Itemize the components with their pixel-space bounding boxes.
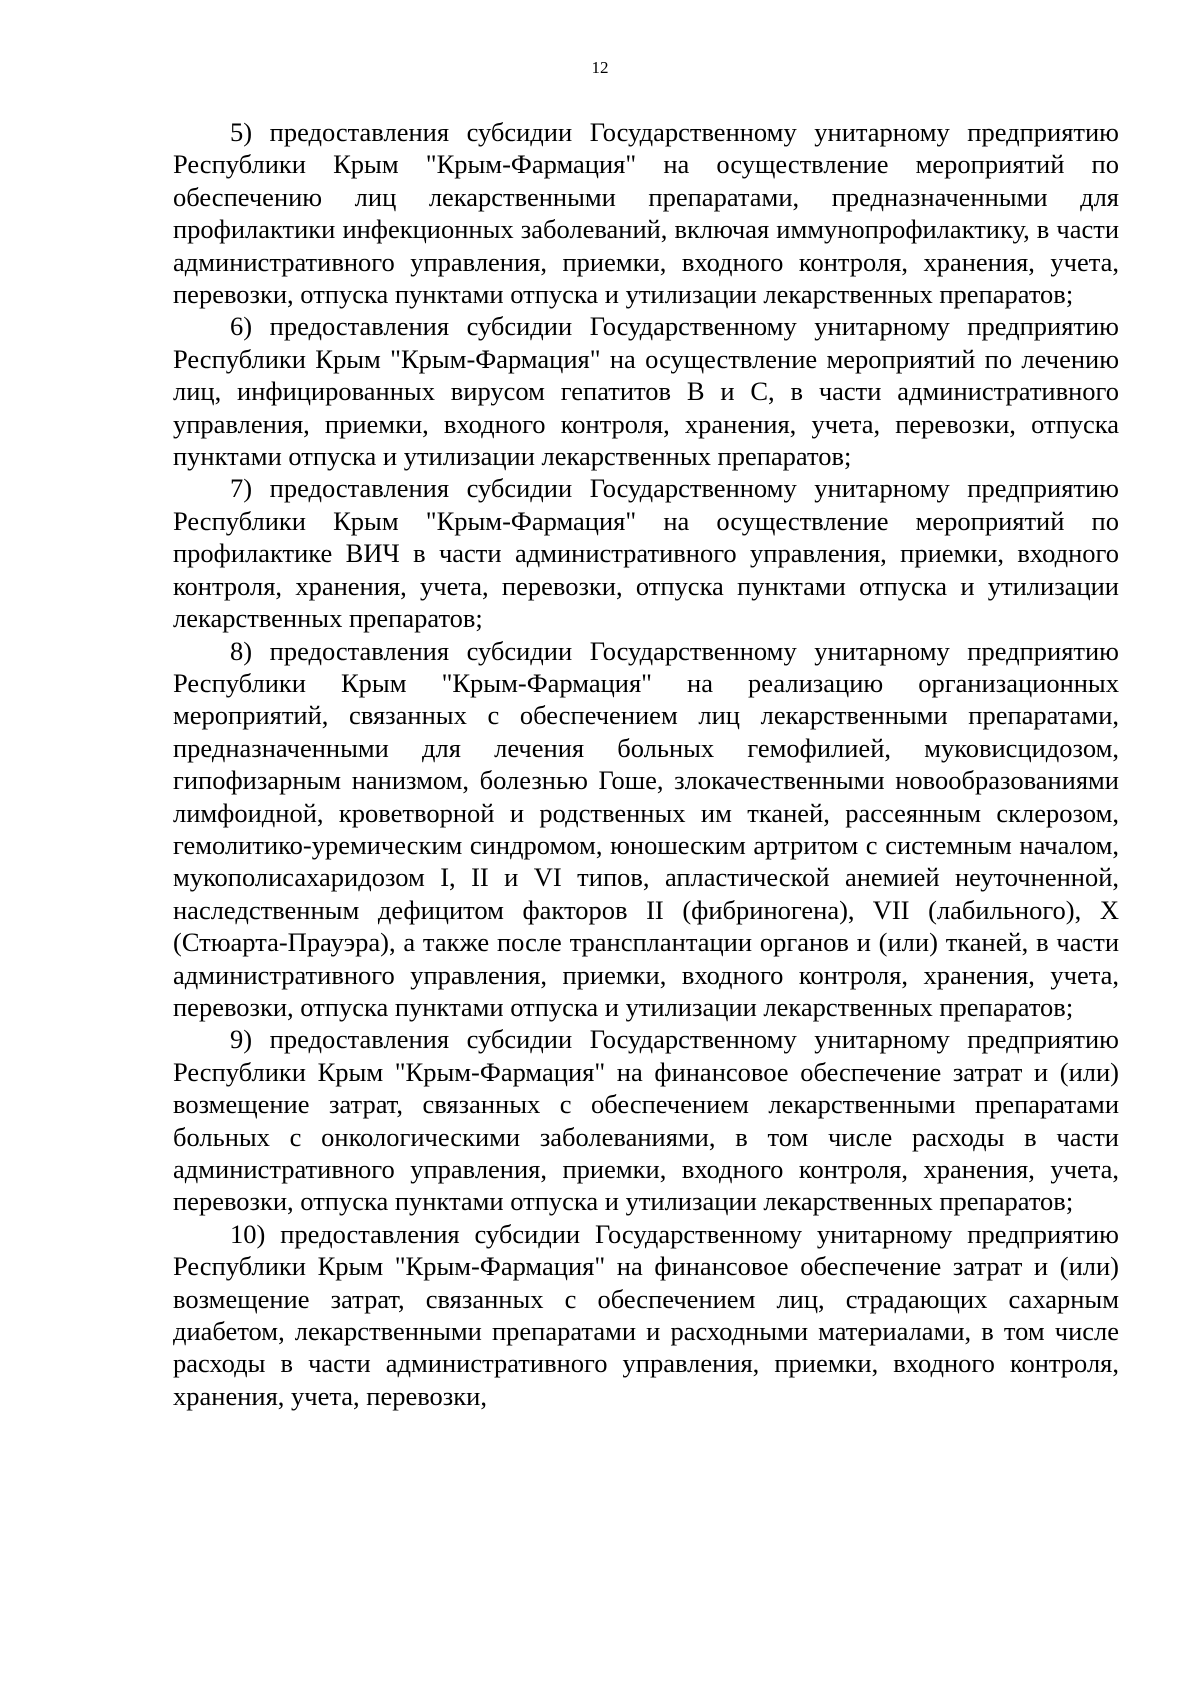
paragraph-item-7: 7) предоставления субсидии Государственному унитарному предприятию Республики Крым "Крым-Фармация" на осуществление мероприятий по профилактике ВИЧ в части административного управления, приемки, входного контроля, хранения, учета, перевозки, отпуска пунктами отпуска и утилизации лекарственных препаратов; xyxy=(173,473,1119,634)
paragraph-item-8: 8) предоставления субсидии Государственному унитарному предприятию Республики Крым "Крым-Фармация" на реализацию организационных мероприятий, связанных с обеспечением лиц лекарственными препаратами, предназначенными для лечения больных гемофилией, муковисцидозом, гипофизарным нанизмом, болезнью Гоше, злокачественными новообразованиями лимфоидной, кроветворной и родственных им тканей, рассеянным склерозом, гемолитико-уремическим синдромом, юношеским артритом с системным началом, мукополисахаридозом I, II и VI типов, апластической анемией неуточненной, наследственным дефицитом факторов II (фибриногена), VII (лабильного), X (Стюарта-Прауэра), а также после трансплантации органов и (или) тканей, в части административного управления, приемки, входного контроля, хранения, учета, перевозки, отпуска пунктами отпуска и утилизации лекарственных препаратов; xyxy=(173,635,1119,1022)
page-number: 12 xyxy=(591,58,609,77)
paragraph-item-9: 9) предоставления субсидии Государственному унитарному предприятию Республики Крым "Крым-Фармация" на финансовое обеспечение затрат и (или) возмещение затрат, связанных с обеспечением лекарственными препаратами больных с онкологическими заболеваниями, в том числе расходы в части административного управления, приемки, входного контроля, хранения, учета, перевозки, отпуска пунктами отпуска и утилизации лекарственных препаратов; xyxy=(173,1024,1119,1217)
document-body xyxy=(173,116,1119,1412)
paragraph-item-6: 6) предоставления субсидии Государственному унитарному предприятию Республики Крым "Крым-Фармация" на осуществление мероприятий по лечению лиц, инфицированных вирусом гепатитов В и С, в части административного управления, приемки, входного контроля, хранения, учета, перевозки, отпуска пунктами отпуска и утилизации лекарственных препаратов; xyxy=(173,311,1119,472)
paragraph-item-5: 5) предоставления субсидии Государственному унитарному предприятию Республики Крым "Крым-Фармация" на осуществление мероприятий по обеспечению лиц лекарственными препаратами, предназначенными для профилактики инфекционных заболеваний, включая иммунопрофилактику, в части административного управления, приемки, входного контроля, хранения, учета, перевозки, отпуска пунктами отпуска и утилизации лекарственных препаратов; xyxy=(173,117,1119,310)
paragraph-item-10: 10) предоставления субсидии Государственному унитарному предприятию Республики Крым "Крым-Фармация" на финансовое обеспечение затрат и (или) возмещение затрат, связанных с обеспечением лиц, страдающих сахарным диабетом, лекарственными препаратами и расходными материалами, в том числе расходы в части административного управления, приемки, входного контроля, хранения, учета, перевозки, xyxy=(173,1218,1119,1411)
